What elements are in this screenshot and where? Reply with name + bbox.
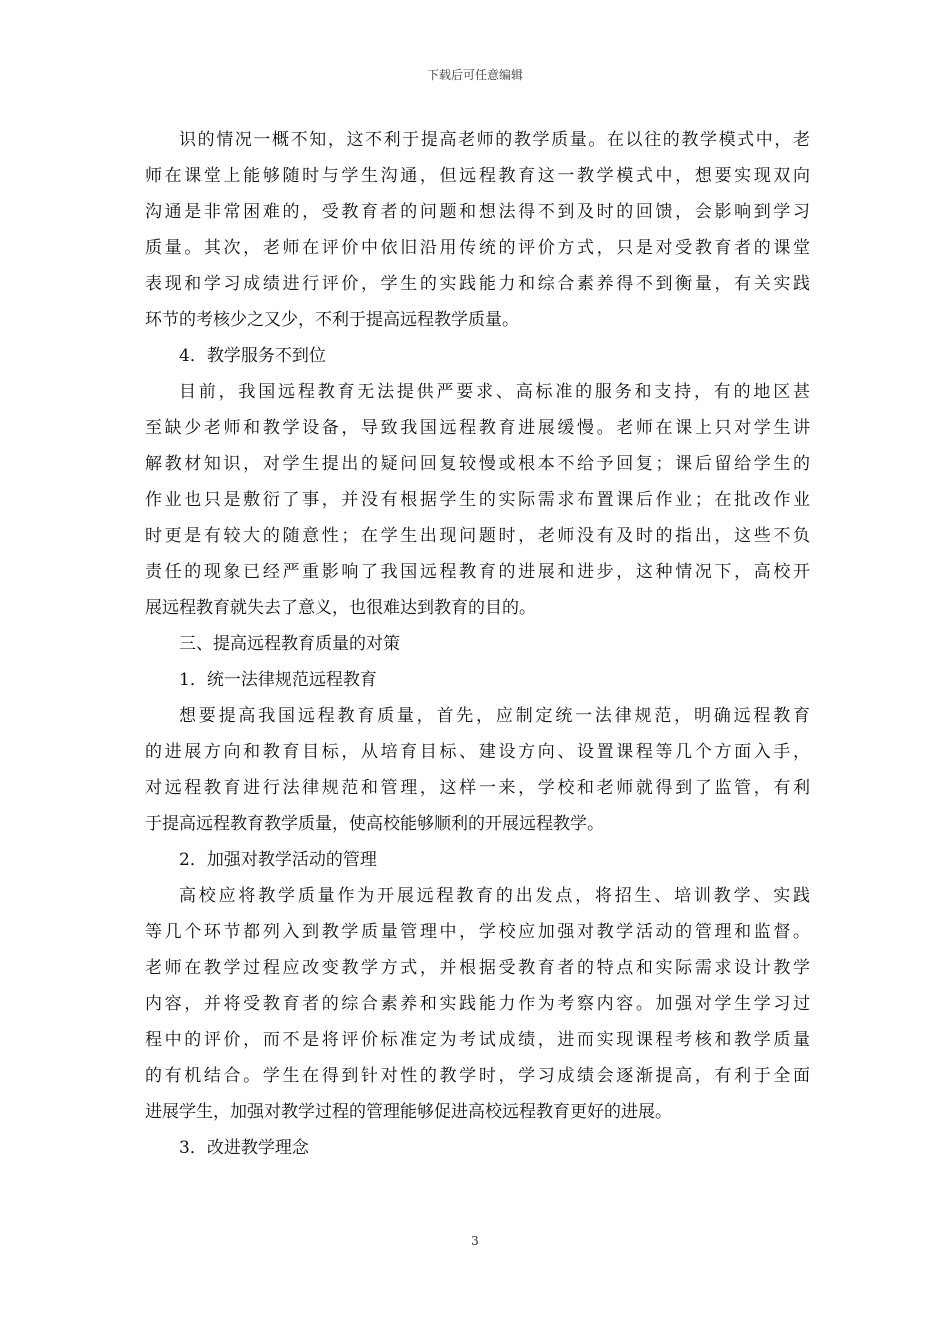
text-line: 的进展方向和教育目标，从培育目标、建设方向、设置课程等几个方面入手， [145, 742, 810, 762]
text-line: 3．改进教学理念 [179, 1138, 309, 1158]
section-heading [145, 842, 810, 878]
body-paragraph [145, 374, 810, 626]
text-line: 对远程教育进行法律规范和管理，这样一来，学校和老师就得到了监管，有利 [145, 778, 810, 798]
body-paragraph [145, 698, 810, 842]
text-line: 三、提高远程教育质量的对策 [179, 634, 400, 654]
section-heading [145, 1130, 810, 1166]
text-line: 沟通是非常困难的，受教育者的问题和想法得不到及时的回馈，会影响到学习 [145, 202, 810, 222]
section-heading [145, 626, 810, 662]
text-line: 1．统一法律规范远程教育 [179, 670, 377, 690]
text-line: 等几个环节都列入到教学质量管理中，学校应加强对教学活动的管理和监督。 [145, 922, 810, 942]
section-heading [145, 338, 810, 374]
document-body [145, 122, 810, 1166]
section-heading [145, 662, 810, 698]
text-line: 质量。其次，老师在评价中依旧沿用传统的评价方式，只是对受教育者的课堂 [145, 238, 810, 258]
text-line: 解教材知识，对学生提出的疑问回复较慢或根本不给予回复；课后留给学生的 [145, 454, 810, 474]
text-line: 至缺少老师和教学设备，导致我国远程教育进展缓慢。老师在课上只对学生讲 [145, 418, 810, 438]
text-line: 识的情况一概不知，这不利于提高老师的教学质量。在以往的教学模式中，老 [179, 130, 810, 150]
page-number: 3 [471, 1234, 479, 1248]
text-line: 作业也只是敷衍了事，并没有根据学生的实际需求布置课后作业；在批改作业 [145, 490, 810, 510]
body-paragraph [145, 122, 810, 338]
text-line: 老师在教学过程应改变教学方式，并根据受教育者的特点和实际需求设计教学 [145, 958, 810, 978]
text-line: 于提高远程教育教学质量，使高校能够顺利的开展远程教学。 [145, 814, 604, 834]
text-line: 2．加强对教学活动的管理 [179, 850, 377, 870]
text-line: 内容，并将受教育者的综合素养和实践能力作为考察内容。加强对学生学习过 [145, 994, 810, 1014]
body-paragraph [145, 878, 810, 1130]
text-line: 展远程教育就失去了意义，也很难达到教育的目的。 [145, 598, 536, 618]
text-line: 责任的现象已经严重影响了我国远程教育的进展和进步，这种情况下，高校开 [145, 562, 810, 582]
text-line: 表现和学习成绩进行评价，学生的实践能力和综合素养得不到衡量，有关实践 [145, 274, 810, 294]
text-line: 4．教学服务不到位 [179, 346, 326, 366]
page-header: 下载后可任意编辑 [426, 68, 523, 82]
text-line: 程中的评价，而不是将评价标准定为考试成绩，进而实现课程考核和教学质量 [145, 1030, 810, 1050]
text-line: 目前，我国远程教育无法提供严要求、高标准的服务和支持，有的地区甚 [179, 382, 810, 402]
text-line: 时更是有较大的随意性；在学生出现问题时，老师没有及时的指出，这些不负 [145, 526, 810, 546]
text-line: 的有机结合。学生在得到针对性的教学时，学习成绩会逐渐提高，有利于全面 [145, 1066, 810, 1086]
text-line: 师在课堂上能够随时与学生沟通，但远程教育这一教学模式中，想要实现双向 [145, 166, 810, 186]
text-line: 环节的考核少之又少，不利于提高远程教学质量。 [145, 310, 519, 330]
text-line: 想要提高我国远程教育质量，首先，应制定统一法律规范，明确远程教育 [179, 706, 810, 726]
text-line: 高校应将教学质量作为开展远程教育的出发点，将招生、培训教学、实践 [179, 886, 810, 906]
text-line: 进展学生，加强对教学过程的管理能够促进高校远程教育更好的进展。 [145, 1102, 672, 1122]
